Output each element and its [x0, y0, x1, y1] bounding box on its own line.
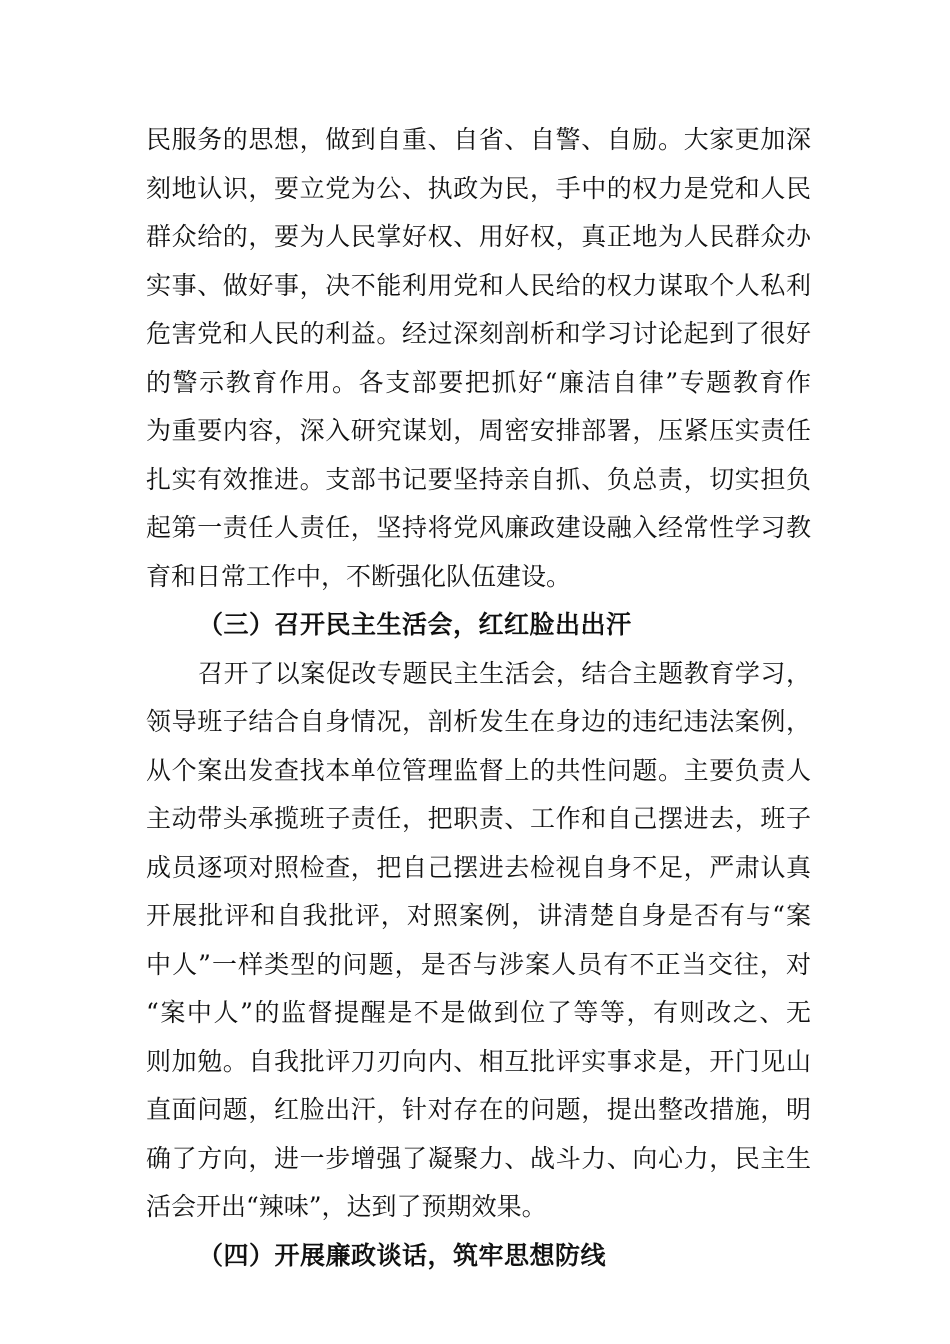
- paragraph-line: 危害党和人民的利益。经过深刻剖析和学习讨论起到了很好: [146, 319, 811, 348]
- paragraph-line: 领导班子结合自身情况，剖析发生在身边的违纪违法案例，: [146, 707, 811, 736]
- paragraph-line: 成员逐项对照检查，把自己摆进去检视自身不足，严肃认真: [146, 852, 811, 882]
- paragraph-line: 从个案出发查找本单位管理监督上的共性问题。主要负责人: [146, 755, 811, 785]
- paragraph-2: [146, 650, 811, 1232]
- paragraph-1: [146, 116, 811, 601]
- section-heading-3: （三）召开民主生活会，红红脸出出汗: [198, 610, 632, 639]
- paragraph-line: 活会开出“辣味”，达到了预期效果。: [146, 1192, 547, 1221]
- paragraph-line: 为重要内容，深入研究谋划，周密安排部署，压紧压实责任: [146, 416, 811, 445]
- paragraph-line: 实事、做好事，决不能利用党和人民给的权力谋取个人私利: [146, 270, 811, 300]
- document-body: [146, 116, 811, 1280]
- paragraph-line: 刻地认识，要立党为公、执政为民，手中的权力是党和人民: [146, 173, 811, 203]
- paragraph-line: 主动带头承揽班子责任，把职责、工作和自己摆进去，班子: [146, 804, 811, 833]
- section-heading-4: （四）开展廉政谈话，筑牢思想防线: [198, 1240, 607, 1270]
- paragraph-line: 起第一责任人责任，坚持将党风廉政建设融入经常性学习教: [146, 513, 811, 542]
- paragraph-line: 的警示教育作用。各支部要把抓好“廉洁自律”专题教育作: [146, 367, 811, 397]
- paragraph-line: 民服务的思想，做到自重、自省、自警、自励。大家更加深: [146, 125, 811, 154]
- paragraph-line: 则加勉。自我批评刀刃向内、相互批评实事求是，开门见山: [146, 1046, 811, 1076]
- paragraph-line: 中人”一样类型的问题，是否与涉案人员有不正当交往，对: [146, 949, 811, 979]
- paragraph-line: 群众给的，要为人民掌好权、用好权，真正地为人民群众办: [146, 222, 811, 251]
- paragraph-line: 召开了以案促改专题民主生活会，结合主题教育学习，: [198, 658, 811, 688]
- paragraph-line: 开展批评和自我批评，对照案例，讲清楚自身是否有与“案: [146, 901, 811, 930]
- paragraph-line: “案中人”的监督提醒是不是做到位了等等，有则改之、无: [146, 998, 811, 1027]
- paragraph-line: 扎实有效推进。支部书记要坚持亲自抓、负总责，切实担负: [146, 464, 811, 494]
- paragraph-line: 直面问题，红脸出汗，针对存在的问题，提出整改措施，明: [146, 1095, 811, 1124]
- paragraph-line: 育和日常工作中，不断强化队伍建设。: [146, 561, 572, 591]
- paragraph-line: 确了方向，进一步增强了凝聚力、战斗力、向心力，民主生: [146, 1143, 811, 1173]
